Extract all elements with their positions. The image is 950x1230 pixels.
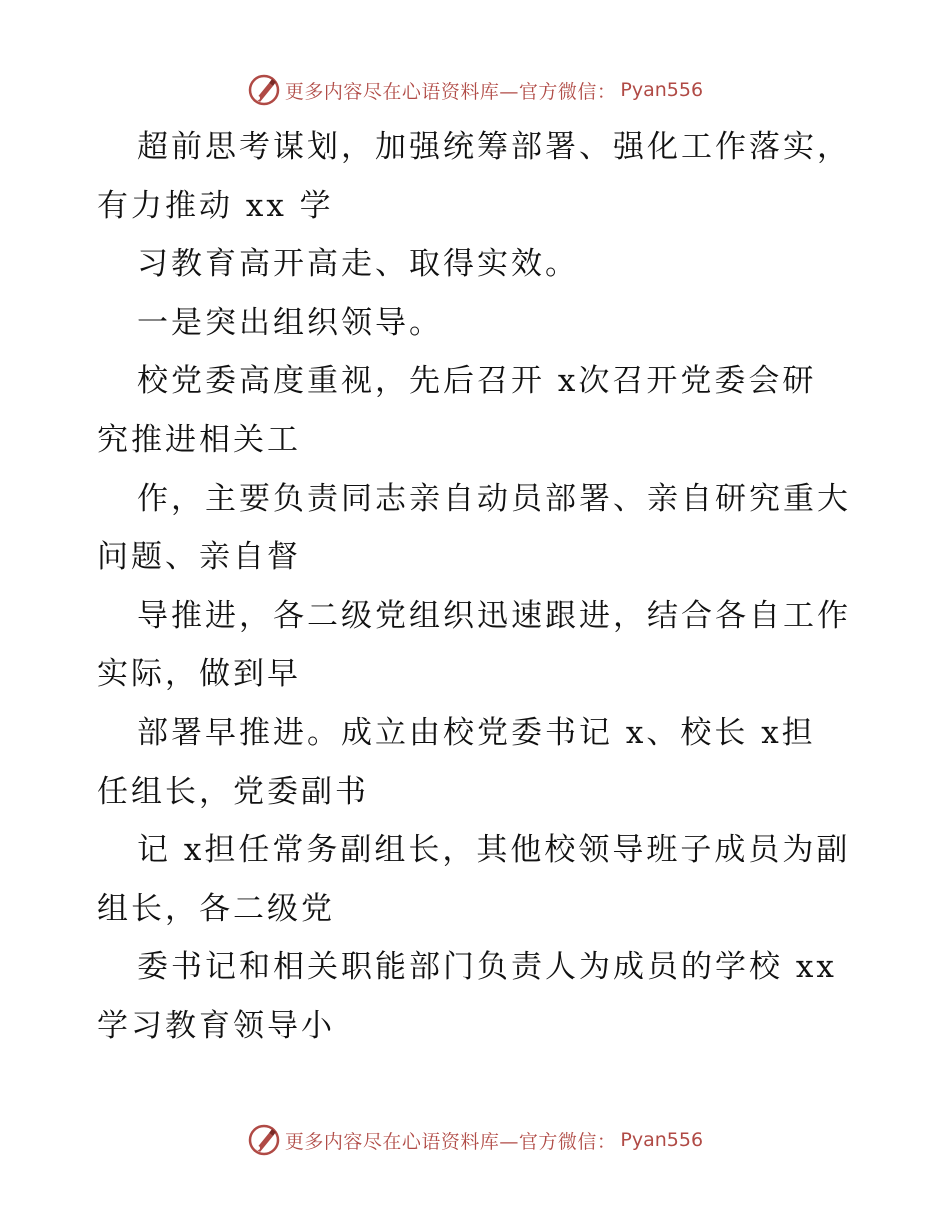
footer-watermark — [0, 1120, 950, 1160]
header-watermark — [0, 70, 950, 110]
text-line: 委书记和相关职能部门负责人为成员的学校 xx — [137, 949, 837, 986]
text-line: 实际，做到早 — [97, 656, 301, 693]
text-line: 学习教育领导小 — [97, 1007, 335, 1044]
text-line: 作，主要负责同志亲自动员部署、亲自研究重大 — [137, 480, 851, 517]
text-line: 一是突出组织领导。 — [137, 304, 443, 341]
watermark-id: Pyan556 — [620, 1129, 704, 1151]
text-line: 究推进相关工 — [97, 421, 301, 458]
watermark-id: Pyan556 — [620, 79, 704, 101]
watermark-text: 更多内容尽在心语资料库—官方微信： — [284, 80, 617, 103]
text-line: 习教育高开高走、取得实效。 — [137, 246, 579, 283]
text-line: 组长，各二级党 — [97, 890, 335, 927]
pen-logo-icon — [247, 1123, 281, 1157]
text-line: 问题、亲自督 — [97, 539, 301, 576]
pen-logo-icon — [247, 73, 281, 107]
watermark-text: 更多内容尽在心语资料库—官方微信： — [284, 1130, 617, 1153]
text-line: 部署早推进。成立由校党委书记 x、校长 x担 — [137, 714, 816, 751]
text-line: 导推进，各二级党组织迅速跟进，结合各自工作 — [137, 597, 851, 634]
text-line: 超前思考谋划，加强统筹部署、强化工作落实， — [137, 129, 851, 165]
document-body — [97, 118, 877, 1056]
text-line: 记 x担任常务副组长，其他校领导班子成员为副 — [137, 832, 851, 869]
text-line: 校党委高度重视，先后召开 x次召开党委会研 — [137, 363, 817, 400]
text-line: 任组长，党委副书 — [97, 773, 369, 810]
text-line: 有力推动 xx 学 — [97, 187, 334, 224]
